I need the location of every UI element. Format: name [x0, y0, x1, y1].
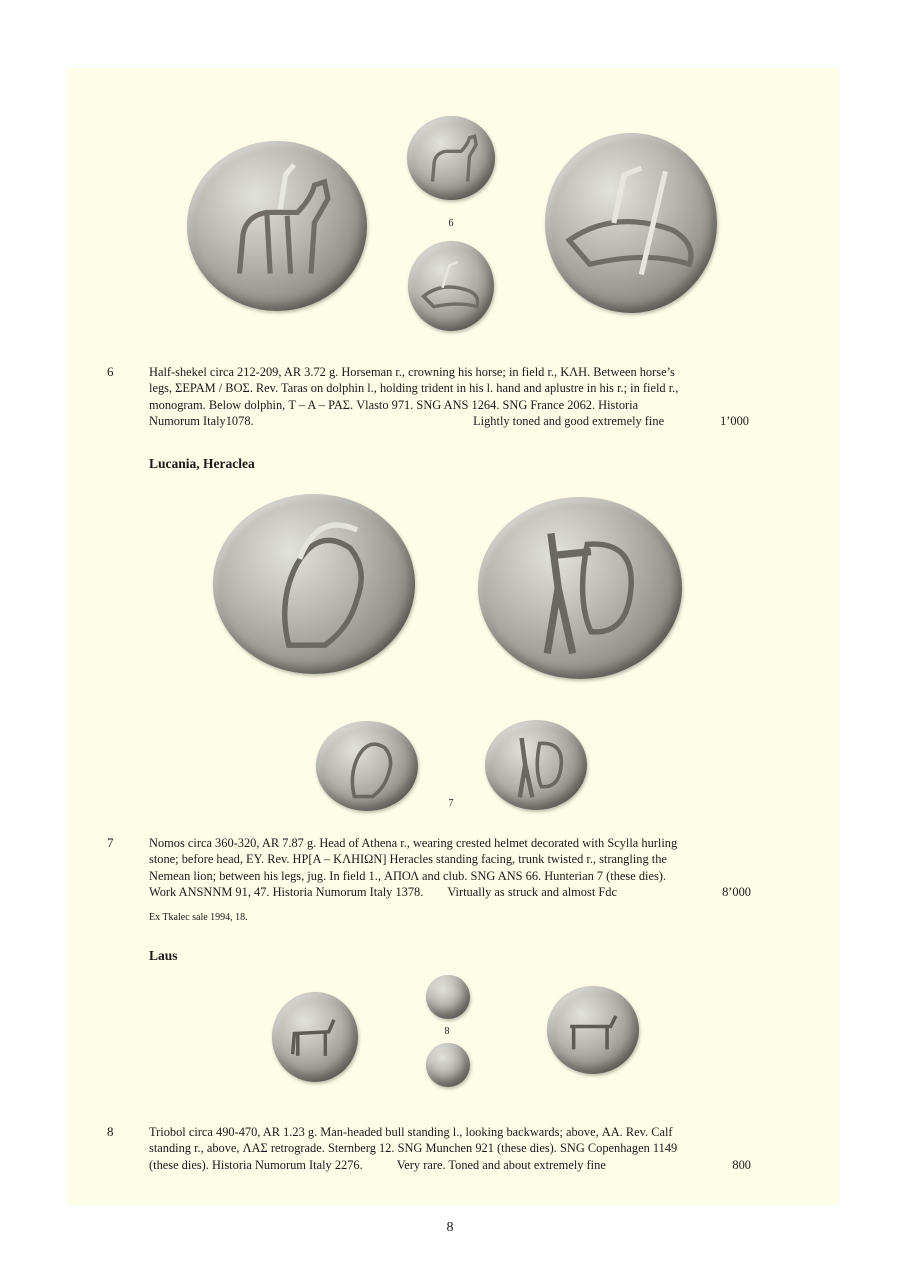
description-line: Triobol circa 490-470, AR 1.23 g. Man-headed bull standing l., looking backwards; above, ΑΑ. Rev. Calf — [149, 1125, 673, 1139]
bull-relief-icon — [272, 992, 358, 1082]
price: 800 — [732, 1157, 751, 1172]
coin-7-obverse — [316, 721, 418, 811]
description-line: legs, ΣΕΡΑΜ / ΒΟΣ. Rev. Taras on dolphin l., holding trident in his l. hand and aplustre in his r.; in field r., — [149, 381, 679, 396]
heracles-lion-icon — [478, 497, 682, 679]
taras-dolphin-icon — [545, 133, 717, 313]
condition-text: Very rare. Toned and about extremely fine — [396, 1157, 606, 1172]
coin-6-reverse-enlarged — [545, 133, 717, 313]
plate-number-6: 6 — [448, 218, 454, 229]
section-heading-laus: Laus — [149, 948, 178, 963]
plate-number-8: 8 — [444, 1026, 450, 1037]
lot-number-8: 8 — [107, 1124, 114, 1139]
reference-text: Numorum Italy1078. — [149, 413, 254, 428]
coin-6-obverse — [407, 116, 495, 200]
coin-8-reverse — [426, 1043, 470, 1087]
coin-7-reverse — [485, 720, 587, 810]
description-line: Half-shekel circa 212-209, AR 3.72 g. Horseman r., crowning his horse; in field r., ΚΛΗ. Between horse’s — [149, 365, 675, 379]
athena-head-icon — [316, 721, 418, 811]
reference-text: (these dies). Historia Numorum Italy 2276. — [149, 1157, 363, 1172]
horseman-relief-icon — [187, 141, 367, 311]
calf-relief-icon — [547, 986, 639, 1074]
condition-text: Lightly toned and good extremely fine — [473, 413, 665, 428]
condition-text: Virtually as struck and almost Fdc — [447, 884, 617, 899]
provenance-note: Ex Tkalec sale 1994, 18. — [149, 912, 248, 923]
description-line: Nomos circa 360-320, AR 7.87 g. Head of Athena r., wearing crested helmet decorated with Scylla hurling — [149, 836, 678, 850]
reference-text: Work ANSNNM 91, 47. Historia Numorum Italy 1378. — [149, 884, 424, 899]
heracles-lion-icon — [485, 720, 587, 810]
description-line: standing r., above, ΛΑΣ retrograde. Sternberg 12. SNG Munchen 921 (these dies). SNG Copenhagen 1149 — [149, 1141, 678, 1156]
price: 1’000 — [720, 413, 749, 428]
coin-6-obverse-enlarged — [187, 141, 367, 311]
coin-8-obverse-enlarged — [272, 992, 358, 1082]
description-line: Nemean lion; between his legs, jug. In field 1., ΑΠΟΛ and club. SNG ANS 66. Hunterian 7 (these dies). — [149, 868, 667, 883]
coin-7-obverse-enlarged — [213, 494, 415, 674]
horseman-relief-icon — [407, 116, 495, 200]
coin-8-obverse — [426, 975, 470, 1019]
coin-6-reverse — [408, 241, 494, 331]
price: 8’000 — [722, 884, 751, 899]
coin-8-reverse-enlarged — [547, 986, 639, 1074]
lot-8-description — [149, 1124, 751, 1173]
plate-number-7: 7 — [448, 798, 454, 809]
coin-7-reverse-enlarged — [478, 497, 682, 679]
lot-6-description — [149, 364, 751, 429]
lot-number-6: 6 — [107, 364, 114, 379]
description-line: stone; before head, ΕΥ. Rev. ΗΡ[Α – ΚΛΗΙΩΝ] Heracles standing facing, trunk twisted r., strangling the — [149, 852, 667, 867]
section-heading-heraclea: Lucania, Heraclea — [149, 456, 255, 471]
page-number: 8 — [446, 1220, 454, 1235]
description-line: monogram. Below dolphin, Τ – Α – ΡΑΣ. Vlasto 971. SNG ANS 1264. SNG France 2062. Historia — [149, 397, 639, 412]
lot-7-description — [149, 835, 751, 900]
taras-dolphin-icon — [408, 241, 494, 331]
athena-head-icon — [213, 494, 415, 674]
lot-number-7: 7 — [107, 835, 114, 850]
